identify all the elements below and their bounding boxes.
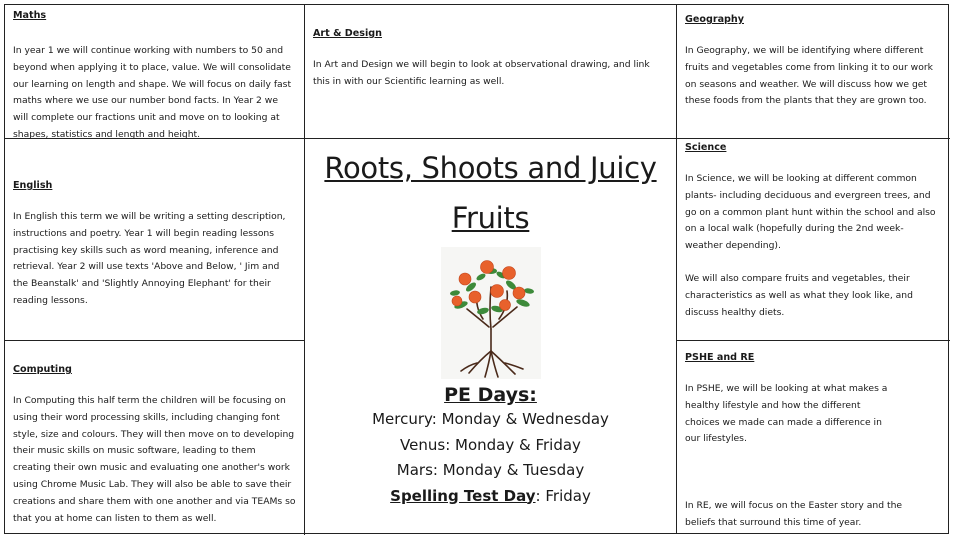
art-body: In Art and Design we will begin to look at observational drawing, and link this in with our Scientific learning as well.: [313, 59, 650, 87]
english-heading: English: [13, 180, 53, 191]
maths-body: In year 1 we will continue working with numbers to 50 and beyond when applying it to place, value. We will consolidate our learning on length and shape. We will focus on daily fast maths where we use our number bond facts. In Year 2 we will complete our fractions unit and move on to looking at shapes, statistics and length and height.: [13, 45, 292, 139]
topic-title-line1: Roots, Shoots and Juicy: [324, 151, 657, 185]
art-panel: [305, 5, 677, 139]
science-panel: [677, 139, 950, 341]
geography-panel: [677, 5, 950, 139]
pshe-panel: [677, 341, 950, 535]
spelling-test-day: [305, 484, 676, 510]
fruit-tree-image: [441, 247, 541, 379]
english-panel: [5, 139, 305, 341]
spelling-test-label: Spelling Test Day: [390, 486, 536, 505]
topic-grid: [4, 4, 949, 534]
topic-center-panel: [305, 139, 677, 534]
pshe-heading: PSHE and RE: [685, 352, 755, 363]
geography-body: In Geography, we will be identifying where different fruits and vegetables come from linking it to our work on seasons and weather. We will discuss how we get these foods from the plants that they are grown too.: [685, 45, 933, 107]
maths-heading: Maths: [13, 10, 47, 21]
science-p1: In Science, we will be looking at different common plants- including deciduous and evergreen trees, and go on a common plant hunt within the school and also on a local walk (hopefully during the 2nd week- weather depending).: [685, 173, 936, 252]
science-heading: Science: [685, 142, 727, 153]
pe-venus: Venus: Monday & Friday: [400, 435, 581, 454]
science-p2: We will also compare fruits and vegetables, their characteristics as well as what they look like, and discuss healthy diets.: [685, 272, 913, 318]
computing-panel: [5, 341, 305, 535]
pshe-p2: In RE, we will focus on the Easter story and the beliefs that surround this time of year.: [685, 500, 903, 528]
maths-panel: [5, 5, 305, 139]
art-heading: Art & Design: [313, 28, 382, 39]
geography-heading: Geography: [685, 14, 744, 25]
computing-heading: Computing: [13, 364, 72, 375]
spelling-test-value: : Friday: [535, 486, 591, 505]
topic-title-line2: Fruits: [451, 201, 530, 235]
english-body: In English this term we will be writing a setting description, instructions and poetry. Year 1 will begin reading lessons practising key skills such as word meaning, inference and retrieval. Year 2 will use texts 'Above and Below, ' Jim and the Beanstalk' and 'Slightly Annoying Elephant' for their reading lessons.: [13, 211, 286, 306]
computing-body: In Computing this half term the children will be focusing on using their word processing skills, including changing font style, size and colours. They will then move on to developing their music skills on music software, leading to them creating their own music and evaluating one another's work using Chrome Music Lab. They will also be able to save their creations and share them with one another and via TEAMs so that you at home can listen to them as well.: [13, 395, 296, 524]
pe-mercury: Mercury: Monday & Wednesday: [372, 410, 609, 428]
pshe-p1: In PSHE, we will be looking at what makes a healthy lifestyle and how the different choices we made can made a difference in our lifestyles.: [685, 383, 888, 445]
pe-days-heading: PE Days:: [444, 384, 537, 406]
pe-mars: Mars: Monday & Tuesday: [396, 461, 585, 479]
